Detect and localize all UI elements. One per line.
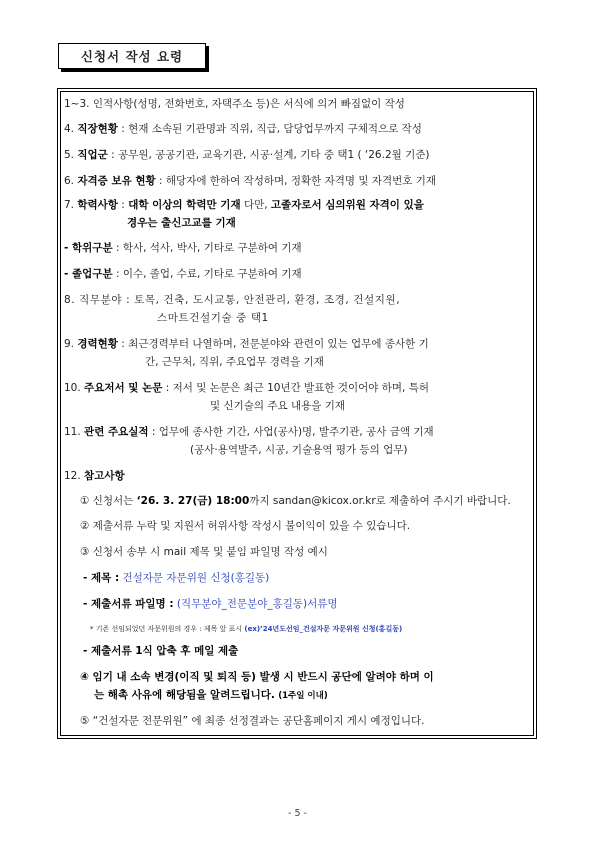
item-12: 12. 참고사항 xyxy=(64,470,125,482)
section-title: 신청서 작성 요령 xyxy=(58,43,206,69)
item-8: 8. 직무분야 : 토목, 건축, 도시교통, 안전관리, 환경, 조경, 건설지원, xyxy=(64,294,401,306)
note-2: ② 제출서류 누락 및 지원서 허위사항 작성시 불이익이 있을 수 있습니다. xyxy=(80,520,411,532)
item-10-cont: 및 신기술의 주요 내용을 기재 xyxy=(210,400,346,412)
note-4: ④ 임기 내 소속 변경(이직 및 퇴직 등) 발생 시 반드시 공단에 알려야 하며 이 xyxy=(80,671,434,683)
note-5: ⑤ “건설자문 전문위원” 에 최종 선정결과는 공단홈페이지 게시 예정입니다. xyxy=(80,715,425,727)
item-7-degree: - 학위구분 : 학사, 석사, 박사, 기타로 구분하여 기재 xyxy=(64,242,302,254)
item-9: 9. 경력현황 : 최근경력부터 나열하며, 전문분야와 관련이 있는 업무에 종사한 기 xyxy=(64,338,429,350)
note-3-compress: - 제출서류 1식 압축 후 메일 제출 xyxy=(83,645,239,657)
item-7-graduation: - 졸업구분 : 이수, 졸업, 수료, 기타로 구분하여 기재 xyxy=(64,268,302,280)
item-10: 10. 주요저서 및 논문 : 저서 및 논문은 최근 10년간 발표한 것이어야 하며, 특허 xyxy=(64,382,429,394)
item-5: 5. 직업군 : 공무원, 공공기관, 교육기관, 시공·설계, 기타 중 택1 ( ‘26.2월 기준) xyxy=(64,149,430,161)
item-11-cont: (공사·용역발주, 시공, 기술용역 평가 등의 업무) xyxy=(190,444,408,456)
item-1-3: 1~3. 인적사항(성명, 전화번호, 자택주소 등)은 서식에 의거 빠짐없이 작성 xyxy=(64,98,405,110)
note-3-filename: - 제출서류 파일명 : (직무분야_전문분야_홍길동)서류명 xyxy=(83,598,338,610)
item-9-cont: 간, 근무처, 직위, 주요업무 경력을 기재 xyxy=(145,356,324,368)
page-number: - 5 - xyxy=(288,808,307,819)
item-11: 11. 관련 주요실적 : 업무에 종사한 기간, 사업(공사)명, 발주기관, 공사 금액 기재 xyxy=(64,426,434,438)
note-1: ① 신청서는 ‘26. 3. 27(금) 18:00까지 sandan@kicox.or.kr로 제출하여 주시기 바랍니다. xyxy=(80,495,511,507)
item-4: 4. 직장현황 : 현재 소속된 기관명과 직위, 직급, 담당업무까지 구체적으로 작성 xyxy=(64,123,422,135)
item-6: 6. 자격증 보유 현황 : 해당자에 한하여 작성하며, 정확한 자격명 및 자격번호 기재 xyxy=(64,175,437,187)
item-7-cont: 경우는 출신고교를 기재 xyxy=(127,217,236,229)
note-4-cont: 는 해촉 사유에 해당됨을 알려드립니다. (1주일 이내) xyxy=(94,689,328,701)
note-3-subject: - 제목 : 건설자문 자문위원 신청(홍길동) xyxy=(83,572,270,584)
note-3: ③ 신청서 송부 시 mail 제목 및 붙임 파일명 작성 예시 xyxy=(80,546,328,558)
item-7: 7. 학력사항 : 대학 이상의 학력만 기재 다만, 고졸자로서 심의위원 자격이 있을 xyxy=(64,199,424,211)
note-3-existing: * 기존 선임되었던 자문위원의 경우 : 제목 앞 표시 (ex)’24년도선임_건설자문 자문위원 신청(홍길동) xyxy=(90,625,403,633)
item-8-cont: 스마트건설기술 중 택1 xyxy=(157,312,269,324)
